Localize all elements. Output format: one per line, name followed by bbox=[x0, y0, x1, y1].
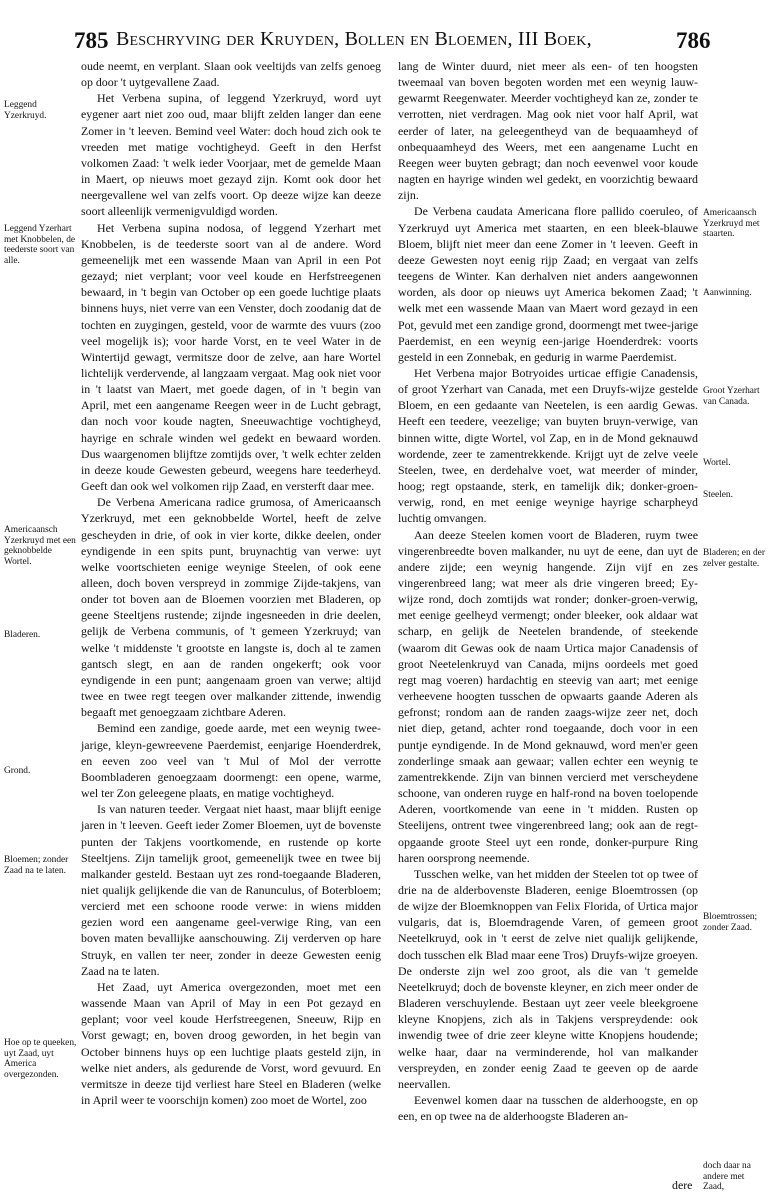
paragraph: Is van naturen teeder. Vergaat niet haast, maar blijft eenige jaren in 't leeven. Geeft ieder Zomer Bloemen, uyt de bovenste punten der Takjens voortkomende, en rustende op korte Steeltjens. Zijn tamelijk groot, gemeenelijk twee en twee bij malkander gesteld. Bestaan uyt zes rond-toegaande Bladeren, niet qualijk gelijkende die van de Ranunculus, of Boterbloem; vercierd met een schoone roode verwe: in wiens midden gezien word een aangename geel-verwige Ring, van een boven maten bevallijke aanschouwing. Zij verderven op hare Struyk, en vallen ter neer, zonder in deeze Gewesten eenig Zaad na te laten. bbox=[81, 802, 381, 978]
paragraph: Het Verbena major Botryoides urticae effigie Canadensis, of groot Yzerhart van Canada, met een Druyfs-wijze gestelde Bloem, en een gedaante van Neetelen, is een aardig Gewas. Heeft een teedere, veezelige; van buyten bruyn-verwige, van binnen witte, digte Wortel, vol Zap, en in de Mond geknauwd wordende, zeer te zamentrekkende. Krijgt uyt de zelve veele Steelen, twee, en derdehalve voet, wat meerder of minder, hoog; regt opstaande, sterk, en tamelijk dik; donker-groen-verwig, rond, en met eenige weynige hayrige scharpheyd luchtig omvangen. bbox=[398, 365, 698, 526]
margin-note: Leggend Yzerkruyd. bbox=[4, 100, 47, 121]
right-text-column bbox=[398, 58, 698, 1124]
margin-note: Americaansch Yzerkruyd met een geknobbelde Wortel. bbox=[4, 525, 76, 567]
paragraph: Het Verbena supina, of leggend Yzerkruyd, word uyt eygener aart niet zoo oud, maar blijft zelden langer dan eene Zomer in 't leeven. Bemind veel Water: doch houd zich ook te vreeden met matige vochtigheyd. Geeft in den Herfst volkomen Zaad: 't welk ieder Voorjaar, met de gemelde Maan in Maert, op nieuws moet gezayd zijn. Komt ook door het neergevallene wel van zelfs voort. Op deeze wijze kan deeze soort alleenlijk vermenigvuldigd worden. bbox=[81, 91, 381, 219]
paragraph: Aan deeze Steelen komen voort de Bladeren, ruym twee vingerenbreedte boven malkander, nu uyt de eene, dan uyt de andere zijde; een weynig hangende. Zijn vijf en zes vingerenbreed lang; wat meer als drie vingeren breed; Ey-wijze rond, doch zomtijds wat ronder; donker-groen-verwig, met eenige geelheyd vermengt; onder bleeker, ook aldaar wat scharp, en gelijk de Neetelen brandende, of steekende (waarom dit Gewas ook de naam Urtica major Canadensis of groot Neetelenkruyd van Canada, mijns oordeels met goed regt mag voeren) hardachtig en steevig van aart; met eenige verheevene hoogten tusschen de opwaarts gaande Aderen als gefronst; rondom aan de randen zaags-wijze zeer net, doch niet diep, getand, achter rond toegaande, doch voor in een puntje eyndigende. In de Mond geknauwd, word men'er geen zonderlinge smaak aan gewaar; vallen echter een weynig te zamentrekkende. Zijn van binnen vercierd met verscheydene schoone, van onderen ruyge en half-rond na boven toelopende Aderen, voortkomende van eene in 't midden. Rusten op Steelijens, ontrent twee vingerenbreed lang; ook aan de regt-opgaande groote Steel uyt een ronde, donker-purpure Ring haren oorsprong neemende. bbox=[398, 527, 698, 865]
margin-note: Bladeren; en der zelver gestalte. bbox=[703, 548, 765, 569]
paragraph: lang de Winter duurd, niet meer als een- of ten hoogsten tweemaal van boven begoten worden met een weynig lauw-gewarmt Reegenwater. Meerder vochtigheyd kan ze, zonder te verrotten, niet verdragen. Mag ook niet voor half April, wat eerder of later, na geleegentheyd van de bequaamheyd of onbequaamheyd des Weers, met een aangename Lucht en Reegen weer buyten gebragt; dan noch eevenwel voor koude nagten en hayrige winden wel gedekt, en voorzichtig bewaard zijn. bbox=[398, 59, 698, 203]
margin-note: doch daar na andere met Zaad, bbox=[703, 1161, 751, 1193]
paragraph: Bemind een zandige, goede aarde, met een weynig twee-jarige, kleyn-gewreevene Paerdemist, eenjarige Hoenderdrek, en eeven zoo veel van 't Mul of Mol der verrotte Boombladeren genoegzaam doormengt: een opene, warme, wel ter Zon geleegene plaats, en matige vochtigheyd. bbox=[81, 721, 381, 801]
margin-note: Bloemtrossen; zonder Zaad. bbox=[703, 912, 758, 933]
margin-note: Steelen. bbox=[703, 490, 733, 500]
page-number-left: 785 bbox=[74, 28, 109, 53]
margin-note: Americaansch Yzerkruyd met staarten. bbox=[703, 208, 760, 240]
margin-note: Bloemen; zonder Zaad na te laten. bbox=[4, 855, 69, 876]
paragraph: Eevenwel komen daar na tusschen de alderhoogste, en op een, en op twee na de alderhoogste Bladeren an- bbox=[398, 1093, 698, 1124]
margin-note: Aanwinning. bbox=[703, 288, 752, 298]
page-number-right: 786 bbox=[676, 28, 711, 53]
paragraph: De Verbena caudata Americana flore pallido coeruleo, of Yzerkruyd uyt America met staarten, en een bleek-blauwe Bloem, blijft niet meer dan eene Zomer in 't leeven. Geeft in deeze Gewesten noyt eenig rijp Zaad; en vergaat van zelfs teegens de Winter. Kan derhalven niet anders aangewonnen worden, als door op nieuws uyt America bekomen Zaad; 't welk met een wassende Maan van Maert word gezayd in een Pot, gevuld met een zandige grond, doormengt met twee-jarige Paerdemist, en een weynig een-jarige Hoenderdrek: voorts gesteld in een Zonnebak, en gedurig in warme Paerdemist. bbox=[398, 204, 698, 364]
paragraph: oude neemt, en verplant. Slaan ook veeltijds van zelfs genoeg op door 't uytgevallene Zaad. bbox=[81, 59, 381, 90]
margin-note: Groot Yzerhart van Canada. bbox=[703, 386, 760, 407]
page-header bbox=[0, 22, 768, 62]
margin-note: Grond. bbox=[4, 766, 31, 776]
running-title: Beschryving der Kruyden, Bollen en Bloemen, III Boek, bbox=[116, 28, 592, 50]
paragraph: Tusschen welke, van het midden der Steelen tot op twee of drie na de alderbovenste Bladeren, eenige Bloemtrossen (op de wijze der Bloemknoppen van Felix Florida, of Urtica major vulgaris, dat is, Bloemdragende Varen, of gemeen groot Neetelkruyd, ook in 't eerst de zelve niet qualijk gelijkende, doch tusschen elk Blad maar eene Tros) Druyfs-wijze groeyen. De onderste zijn wel zoo groot, als die van 't gemelde Neetelkruyd; doch de bovenste kleyner, en zich meer onder de Bladeren verschuylende. Bestaan uyt zeer veele bleekgroene kleyne Knopjens, zich als in Takjens verspreydende: ook inwendig twee of drie zeer kleyne witte Knopjens houdende; welke haar, daar na verminderende, hol van malkander verspreyden, en zonder eenig Zaad te geeven op de aarde neervallen. bbox=[398, 866, 698, 1091]
paragraph: De Verbena Americana radice grumosa, of Americaansch Yzerkruyd, met een geknobbelde Wortel, heeft de zelve gescheyden in drie, of ook in vier korte, dikke deelen, onder eyndigende in een spits punt, bruynachtig van verwe: uyt welke voortschieten eenige weynige Steelen, of ook eene alleen, doch boven verspreyd in zommige Zijde-takjens, van onder tot boven aan de Bloemen voorzien met Bladeren, op geene Steeltjens rustende; zijnde ingesneeden in drie deelen, gelijk de Verbena communis, of 't gemeen Yzerkruyd; van welke 't middenste 't grootste en langste is, doch al te zamen gantsch slegt, en aan de randen ongekerft; ook voor eyndigende in een punt; aangenaam groen van verwe; altijd twee en twee regt teegen over malkander zittende, inwendig begaaft met genoegzaam zichtbare Aderen. bbox=[81, 495, 381, 720]
margin-note: Hoe op te queeken, uyt Zaad, uyt America overgezonden. bbox=[4, 1038, 77, 1080]
catchword: dere bbox=[672, 1178, 693, 1192]
left-text-column bbox=[81, 58, 381, 1108]
margin-note: Wortel. bbox=[703, 458, 731, 468]
margin-note: Leggend Yzerhart met Knobbelen, de teederste soort van alle. bbox=[4, 224, 76, 266]
paragraph: Het Verbena supina nodosa, of leggend Yzerhart met Knobbelen, is de teederste soort van al de andere. Word gemeenelijk met een wassende Maan van April in een Pot gezayd; niet verplant; voor veel koude en Herfstreegenen bewaard, in 't begin van October op een goede luchtige plaats binnens huys, niet verre van een Venster, doch zoodanig dat de tochten en zuygingen, gesteld, voor de warmte des vuurs (zoo veel mogelijk is); voor harde Vorst, en te veel Water in de Wintertijd gewagt, vermitsze door de zelve, aan hare Wortel lichtelijk verdervende, al langzaam vergaat. Mag ook niet voor in 't laatst van Maert, met goede dagen, of in 't begin van April, met een aangename Reegen weer in de Lucht gebragt, dan noch voor koude nagten, Sneeuwachtige vochtigheyd, hayrige en schrale winden wel gedekt en bewaard worden. Dus waargenomen blijftze zomtijds over, 't welk echter zelden in deeze koude Gewesten gebeurd, weegens hare teederheyd. Geeft dan ook wel volkomen rijp Zaad, en versterft daar mee. bbox=[81, 220, 381, 494]
paragraph: Het Zaad, uyt America overgezonden, moet met een wassende Maan van April of May in een Pot gezayd en geplant; voor veel koude Herfstreegenen, Sneeuw, Rijp en Vorst gewagt; en, boven droog geworden, in het begin van October binnens huys op een luchtige plaats gesteld zijn, in welke niet anders, als gedurende de Vorst, word gevuurd. En vermitsze in deeze tijd verliest hare Steel en Bladeren (welke in April weer te voorschijn komen) zoo moet de Wortel, zoo bbox=[81, 979, 381, 1107]
margin-note: Bladeren. bbox=[4, 630, 41, 640]
